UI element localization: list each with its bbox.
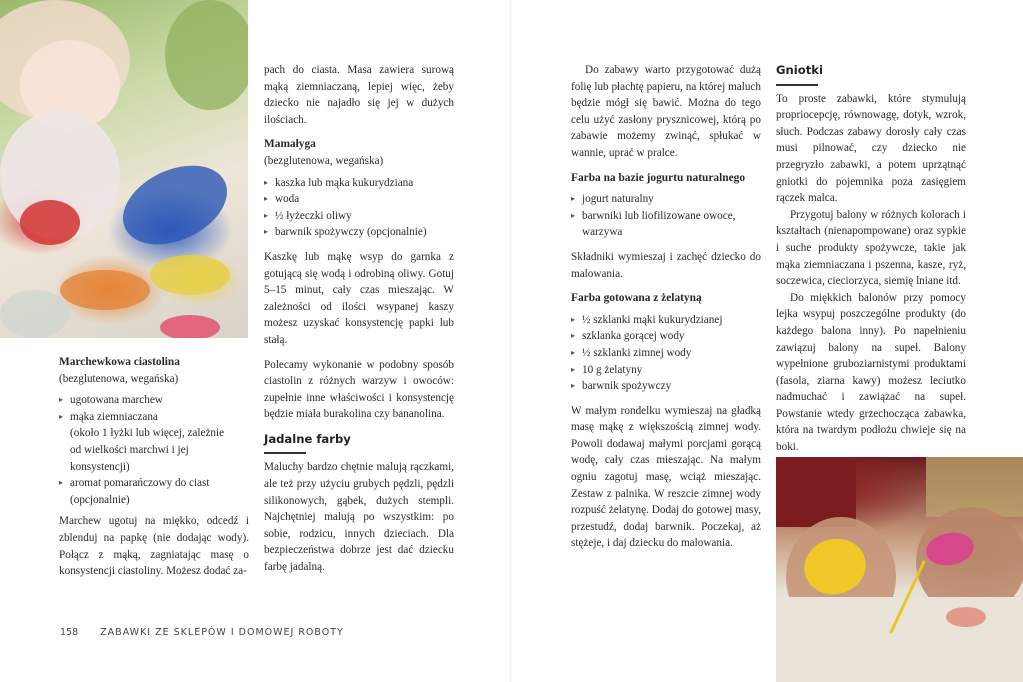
ingredient-list [59, 392, 249, 508]
section-heading: Gniotki [776, 63, 823, 77]
column-3 [571, 62, 761, 552]
paragraph: Kaszkę lub mąkę wsyp do garnka z gotującą się wodą i odrobiną oliwy. Gotuj 5–15 minut, cały czas mieszając. W zależności od ilości wsypanej kaszy możesz uzyskać konsystencję papki lub stałą. [264, 250, 454, 346]
list-item: ▸ barwniki lub liofilizowane owoce, warzywa [571, 208, 761, 241]
list-item-continued: konsystencji) [70, 460, 130, 473]
list-item: ▸ kaszka lub mąka kukurydziana [264, 175, 454, 192]
section-heading: Jadalne farby [264, 431, 351, 446]
paragraph: Do miękkich balonów przy pomocy lejka wsypuj poszczególne produkty (do każdego balona inny). Po napełnieniu zawiązuj balony na supeł. Balony wypełnione gruboziarnistymi produktami (fasola, ziarna kawy) możesz leciutko nadmuchać i zawiązać na supeł. Powstanie wtedy grzechocząca zabawka, która na twardym podłożu chwieje się na boki. [776, 291, 966, 454]
recipe-title: Mamałyga [264, 138, 316, 151]
running-title: ZABAWKI ZE SKLEPÓW I DOMOWEJ ROBOTY [100, 627, 344, 638]
paragraph: W małym rondelku wymieszaj na gładką masę mąkę z większością zimnej wody. Powoli dodawaj małymi porcjami gorącą wodę, cały czas mieszając. Na małym ogniu zagotuj masę, wciąż mieszając. Zestaw z palnika. W reszcie zimnej wody rozpuść żelatynę. Dodaj do gotowej masy, przestudź, dodaj barwnik. Poczekaj, aż stężeje, i daj dziecku do malowania. [571, 404, 761, 550]
list-item: ▸ mąka ziemniaczana [59, 409, 249, 426]
list-item: ▸ ½ szklanki mąki kukurydzianej [571, 312, 761, 329]
recipe-subtitle: (bezglutenowa, wegańska) [264, 154, 384, 167]
recipe-title: Farba na bazie jogurtu naturalnego [571, 171, 746, 184]
paragraph: Maluchy bardzo chętnie malują rączkami, ale też przy użyciu grubych pędzli, pędzli silikonowych, gąbek, dużych stempli. Najchętniej malują po wszystkim: po sobie, rodzicu, innych dzieciach. Dla bezpieczeństwa dobrze jest dać dziecku farbę jadalną. [264, 461, 454, 574]
list-item: ▸ 10 g żelatyny [571, 362, 761, 379]
paragraph: Składniki wymieszaj i zachęć dziecko do malowania. [571, 250, 761, 280]
list-item: ▸ ½ łyżeczki oliwy [264, 208, 454, 225]
ingredient-list [571, 312, 761, 395]
list-item: ▸ ½ szklanki zimnej wody [571, 345, 761, 362]
list-item: ▸ ugotowana marchew [59, 392, 249, 409]
list-item-continued: (opcjonalnie) [70, 493, 130, 506]
column-4 [776, 62, 966, 456]
list-item: ▸ aromat pomarańczowy do ciast [59, 475, 249, 492]
column-2 [264, 62, 454, 576]
ingredient-list [571, 191, 761, 241]
list-item: ▸ barwnik spożywczy (opcjonalnie) [264, 224, 454, 241]
photo-child-painting [0, 0, 248, 338]
paragraph: To proste zabawki, które stymulują propriocepcję, równowagę, dotyk, wzrok, słuch. Podczas zabawy dorosły cały czas musi pilnować, czy dziecko nie przegryzło zabawki, a potem uprzątnąć gniotki do pojemnika poza zasięgiem rączek malca. [776, 92, 966, 205]
paragraph: pach do ciasta. Masa zawiera surową mąką ziemniaczaną, lepiej więc, żeby dziecko nie najadło się jej w dużych ilościach. [264, 64, 454, 126]
list-item: ▸ woda [264, 191, 454, 208]
paragraph: Do zabawy warto przygotować dużą folię lub płachtę papieru, na której maluch będzie mógł się bawić. Można do tego celu użyć zasłony prysznicowej, którą po zabawie możemy zwinąć, spłukać w wannie, uprać w pralce. [571, 64, 761, 159]
ingredient-list [264, 175, 454, 241]
paragraph: Przygotuj balony w różnych kolorach i kształtach (nienapompowane) oraz sypkie i suche produkty spożywcze, takie jak mąka ziemniaczana i pszenna, kasze, ryż, soczewica, cieciorzyca, siemię lniane itd. [776, 208, 966, 288]
list-item-continued: od wielkości marchwi i jej [70, 443, 189, 456]
list-item: ▸ jogurt naturalny [571, 191, 761, 208]
list-item: ▸ barwnik spożywczy [571, 378, 761, 395]
paragraph: Polecamy wykonanie w podobny sposób ciastolin z różnych warzyw i owoców: zupełnie inne właściwości i konsystencję będzie miała burakolina czy bananolina. [264, 358, 454, 421]
paragraph: Marchew ugotuj na miękko, odcedź i zblenduj na papkę (nie dodając wody). Połącz z mąką, zagniatając masę o konsystencji ciastoliny. Możesz dodać za- [59, 515, 249, 578]
list-item-continued: (około 1 łyżki lub więcej, zależnie [70, 427, 225, 440]
recipe-subtitle: (bezglutenowa, wegańska) [59, 372, 179, 385]
column-1 [59, 354, 249, 580]
page-footer [60, 627, 344, 638]
list-item: ▸ szklanka gorącej wody [571, 328, 761, 345]
photo-balloons-squishies [776, 457, 1023, 682]
page-number: 158 [60, 627, 79, 638]
gutter [510, 0, 512, 682]
recipe-title: Marchewkowa ciastolina [59, 356, 180, 368]
recipe-title: Farba gotowana z żelatyną [571, 292, 702, 305]
